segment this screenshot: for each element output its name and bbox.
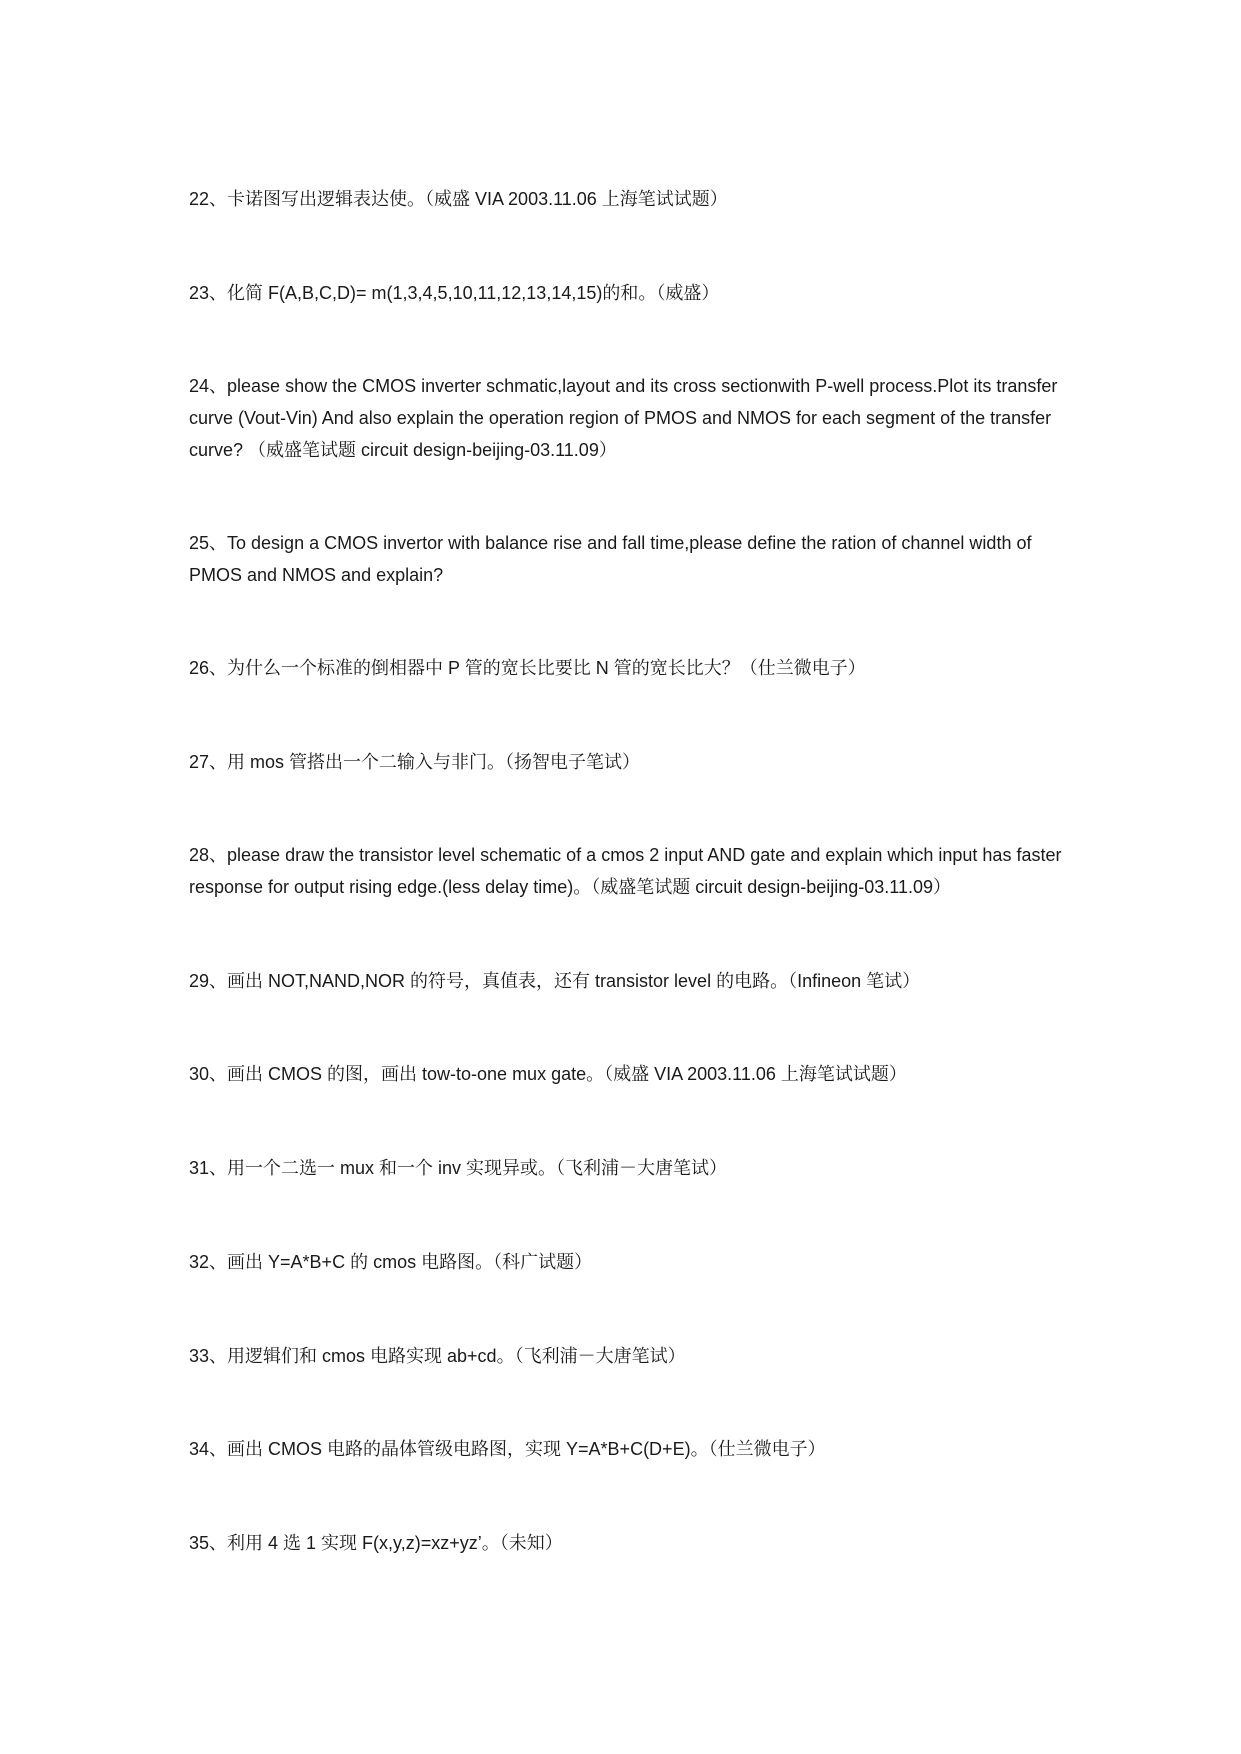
question-29: 29、画出 NOT,NAND,NOR 的符号，真值表，还有 transistor level 的电路。（Infineon 笔试）	[189, 971, 921, 991]
question-31: 31、用一个二选一 mux 和一个 inv 实现异或。（飞利浦－大唐笔试）	[189, 1158, 728, 1178]
question-32: 32、画出 Y=A*B+C 的 cmos 电路图。（科广试题）	[189, 1252, 593, 1272]
question-33: 33、用逻辑们和 cmos 电路实现 ab+cd。（飞利浦－大唐笔试）	[189, 1346, 686, 1366]
question-23: 23、化简 F(A,B,C,D)= m(1,3,4,5,10,11,12,13,14,15)的和。（威盛）	[189, 283, 720, 303]
question-24: 24、please show the CMOS inverter schmatic,layout and its cross sectionwith P-well process.Plot its transfer curve (Vout-Vin) And also explain the operation region of PMOS and NMOS for each segment of the transfer curve? （威盛笔试题 circuit design-beijing-03.11.09）	[189, 376, 1058, 460]
question-34: 34、画出 CMOS 电路的晶体管级电路图，实现 Y=A*B+C(D+E)。（仕兰微电子）	[189, 1439, 826, 1459]
question-26: 26、为什么一个标准的倒相器中 P 管的宽长比要比 N 管的宽长比大？（仕兰微电子）	[189, 658, 866, 678]
question-25: 25、To design a CMOS invertor with balance rise and fall time,please define the ration of channel width of PMOS and NMOS and explain?	[189, 533, 1032, 585]
question-28: 28、please draw the transistor level schematic of a cmos 2 input AND gate and explain which input has faster response for output rising edge.(less delay time)。（威盛笔试题 circuit design-beijing-03.11.09）	[189, 845, 1062, 897]
question-22: 22、卡诺图写出逻辑表达使。（威盛 VIA 2003.11.06 上海笔试试题）	[189, 189, 728, 209]
question-27: 27、用 mos 管搭出一个二输入与非门。（扬智电子笔试）	[189, 752, 641, 772]
question-35: 35、利用 4 选 1 实现 F(x,y,z)=xz+yz’。（未知）	[189, 1533, 563, 1553]
question-30: 30、画出 CMOS 的图，画出 tow-to-one mux gate。（威盛 VIA 2003.11.06 上海笔试试题）	[189, 1064, 907, 1084]
